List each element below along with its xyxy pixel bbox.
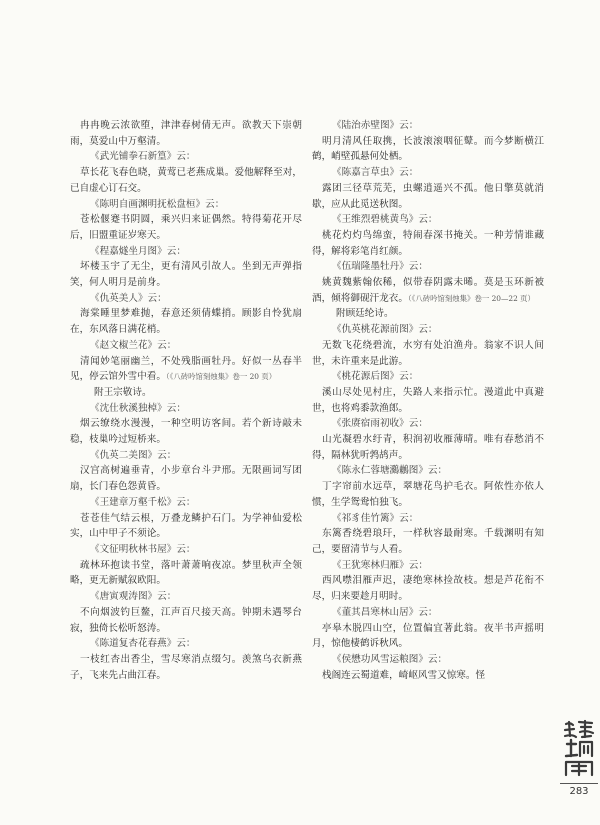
line-text: 溪山尽处见村庄，失路人来指示忙。漫道此中真避世，也将鸡黍款渔郎。 xyxy=(312,386,544,414)
painting-title xyxy=(70,197,302,213)
painting-title xyxy=(312,165,544,181)
painting-title xyxy=(312,259,544,275)
line-text: 《赵文椒兰花》云： xyxy=(90,339,177,351)
line-text: 附王宗敬诗。 xyxy=(94,386,152,398)
line-text: 《桃花源后图》云： xyxy=(332,371,419,383)
painting-title xyxy=(312,463,544,479)
poem-text xyxy=(312,573,544,604)
line-text: 《张赓宿雨初收》云： xyxy=(332,418,428,430)
painting-title xyxy=(312,369,544,385)
line-text: 《仇英二美图》云： xyxy=(90,449,177,461)
line-text: 露团三径草荒芜，虫螺逍遥兴不孤。他日擎莫就消歇，应从此觅送秋图。 xyxy=(312,182,544,210)
line-text: 桃花灼灼鸟绵蛮，特闹春深书掩关。一种芳情谁藏得，解将彩笔肖红颜。 xyxy=(312,229,544,257)
line-text: 《王维烈碧桃黄鸟》云： xyxy=(332,214,438,226)
line-text: 苍松偃蹇书阴圆，乘兴归来证偶然。特得菊花开尽后，旧盟重证岁寒天。 xyxy=(70,214,302,241)
poem-text xyxy=(70,463,302,494)
poem-text xyxy=(312,668,544,684)
line-text: 冉冉晚云浓欲堕，津津春树倩无声。欲教天下崇朝雨，莫爱山中万壑清。 xyxy=(70,120,302,147)
painting-title xyxy=(312,605,544,621)
line-text: 《仇英美人》云： xyxy=(90,292,167,304)
line-text: 疏林环抱读书堂，落叶萧萧响夜凉。梦里秋声全领略，更无新赋叙欧阳。 xyxy=(70,559,302,587)
poem-text xyxy=(312,338,544,369)
painting-title xyxy=(70,589,302,605)
line-text: 西风噤泪雁声迟，凄绝寒林捡故枝。想是芦花衔不尽，归来要趁月明时。 xyxy=(312,575,544,603)
line-text: 《陈道复杏花春燕》云： xyxy=(90,638,196,650)
line-text: 《文征明秋林书屋》云： xyxy=(90,543,196,555)
poem-text xyxy=(312,432,544,463)
section-heading xyxy=(312,306,544,322)
line-text: 清闻妙笔丽幽兰，不处残脂画牡丹。好似一丛春半见，停云馆外雪中看。 xyxy=(70,355,302,383)
line-text: 一枝红杏出香尘，雪尽寒消点缀匀。羡煞乌衣新燕子，飞来先占曲江春。 xyxy=(70,653,302,681)
line-text: 坏楼玉宇了无尘，更有清风引故人。坐到无声弹指笑，何人明月是前身。 xyxy=(70,261,302,289)
poem-text xyxy=(312,385,544,416)
painting-title xyxy=(312,511,544,527)
poem-text xyxy=(70,212,302,243)
painting-title xyxy=(70,636,302,652)
line-text: 《陈永仁蓉塘鸂鶒图》云： xyxy=(332,465,448,477)
painting-title xyxy=(70,244,302,260)
line-text: 《王犹寒林归雁》云： xyxy=(332,559,428,571)
line-text: 不向烟波钓巨鳌，江声百尺接天高。钟期未遇琴台寂，独倚长松听怒涛。 xyxy=(70,606,302,634)
poem-text xyxy=(70,416,302,447)
left-column xyxy=(70,118,302,683)
line-text: 《陈嘉言草虫》云： xyxy=(332,167,419,179)
line-text: 附顾廷纶诗。 xyxy=(336,308,394,320)
painting-title xyxy=(70,338,302,354)
line-text: 《王建章万壑千松》云： xyxy=(90,496,196,508)
painting-title xyxy=(312,118,544,134)
line-text: 东篱香绕碧琅玕，一样秋容最耐寒。千载渊明有知己，要留清节与人看。 xyxy=(312,528,544,555)
painting-title xyxy=(70,542,302,558)
poem-text xyxy=(70,558,302,589)
line-text: 《沈仕秋溪独棹》云： xyxy=(90,402,186,414)
line-text: 明月清风任取携，长波滚滚咽征鼙。而今梦断横江鹤，峭壁孤悬何处栖。 xyxy=(312,135,544,163)
poem-text xyxy=(312,479,544,510)
poem-text xyxy=(312,275,544,306)
poem-text xyxy=(70,354,302,385)
line-text: 《唐寅观涛图》云： xyxy=(90,591,177,603)
line-text: 《程嘉燧坐月图》云： xyxy=(90,245,186,257)
line-text: 《仇英桃花源前图》云： xyxy=(332,324,438,336)
poem-text xyxy=(312,526,544,557)
line-text: 亭皋木脱四山空，位置偏宜著此翁。夜半书声摇明月，惊他棲鹤诉秋风。 xyxy=(312,622,544,650)
calligraphy-mark-icon xyxy=(562,718,596,778)
poem-text xyxy=(312,181,544,212)
poem-text xyxy=(70,511,302,542)
line-text: 苍苍佳气结云根，万叠龙鳞护石门。为学神仙爱松实，山中甲子不须论。 xyxy=(70,512,302,540)
line-text: 无数飞花绕碧流，水穷有处泊渔舟。翁家不识人间世，未许重来是此游。 xyxy=(312,339,544,367)
source-note: （《八砖吟馆刻烛集》卷一 20 页） xyxy=(165,372,277,382)
poem-text xyxy=(70,259,302,290)
poem-text xyxy=(312,621,544,652)
line-text: 《陆治赤壁图》云： xyxy=(332,120,419,131)
painting-title xyxy=(312,212,544,228)
painting-title xyxy=(312,416,544,432)
line-text: 汉宫高树遍垂青，小步章台斗尹邢。无限画词写团扇，长门春色怨黄昏。 xyxy=(70,465,302,493)
painting-title xyxy=(70,495,302,511)
line-text: 《武光铺拳石新篁》云： xyxy=(90,151,196,163)
poem-text xyxy=(70,306,302,337)
right-column xyxy=(312,118,544,683)
line-text: 姚黄魏紫翰依稀，似带春阴露未晞。莫是玉环新被酒，倾将御砚汗龙衣。 xyxy=(312,277,544,304)
line-text: 草长花飞春色晓，黄莺已老燕成巢。爱他解释至对，已自虚心订石交。 xyxy=(70,167,302,194)
line-text: 《伍瑞隆墨牡丹》云： xyxy=(332,261,428,273)
poem-text xyxy=(312,134,544,165)
poem-text xyxy=(312,228,544,259)
line-text: 《侯懋功风雪运粮图》云： xyxy=(332,653,448,665)
painting-title xyxy=(312,652,544,668)
painting-title xyxy=(312,322,544,338)
line-text: 栈阁连云蜀道难，崎岖风雪又惊寒。怪 xyxy=(322,669,486,681)
line-text: 《祁豸佳竹篱》云： xyxy=(332,512,419,524)
poem-text xyxy=(70,605,302,636)
footer-rule xyxy=(560,783,598,784)
poem-text xyxy=(70,652,302,683)
page-number: 283 xyxy=(569,786,589,797)
line-text: 《董其昌寒林山居》云： xyxy=(332,606,438,618)
line-text: 山光凝碧水纡青，积润初收雁薄晴。唯有春愁消不得，隔林犹听鹁鸪声。 xyxy=(312,434,544,461)
poem-text xyxy=(70,165,302,196)
painting-title xyxy=(70,401,302,417)
painting-title xyxy=(312,558,544,574)
painting-title xyxy=(70,149,302,165)
line-text: 烟云缭绕水漫漫，一种空明访客间。若个新诗敲未稳，枝巢吟过短桥来。 xyxy=(70,418,302,446)
section-heading xyxy=(70,385,302,401)
line-text: 丁字帘前水远草，翠塘花鸟护毛衣。阿侬性亦依人惯，生学鸳鸯怕独飞。 xyxy=(312,481,544,508)
source-note: （《八砖吟馆刻烛集》卷一 20—22 页） xyxy=(407,293,535,303)
painting-title xyxy=(70,291,302,307)
line-text: 《陈明自画渊明抚松盘桓》云： xyxy=(90,198,225,210)
poem-text xyxy=(70,118,302,149)
painting-title xyxy=(70,448,302,464)
line-text: 海棠睡里梦难抛，春意还须倩蝶捎。顾影自怜犹扇在，东风落日满花梢。 xyxy=(70,308,302,336)
